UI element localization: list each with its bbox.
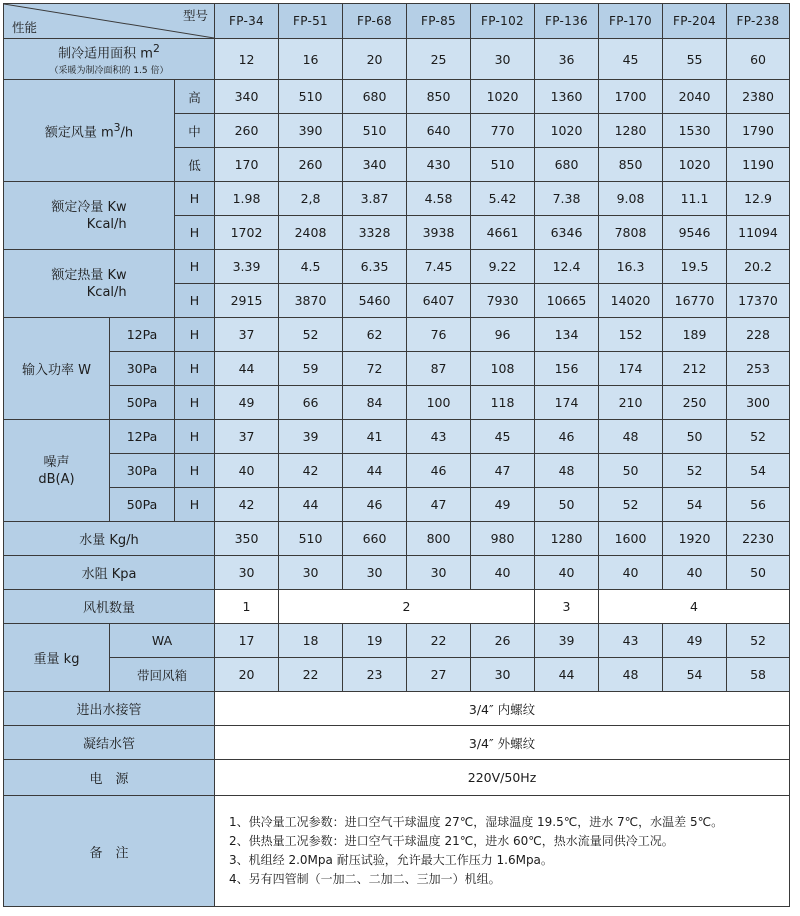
table-cell: 510	[279, 80, 343, 114]
airflow-label: 额定风量 $m^3/h$	[4, 80, 175, 182]
cooling-label: 额定冷量 Kw Kcal/h	[4, 182, 175, 250]
table-cell: 5460	[343, 284, 407, 318]
table-cell: 20	[343, 39, 407, 80]
table-cell: 72	[343, 352, 407, 386]
table-cell: 46	[535, 420, 599, 454]
table-cell: 152	[599, 318, 663, 352]
speed-label: H	[175, 454, 215, 488]
table-cell: 12.4	[535, 250, 599, 284]
table-cell: 1	[215, 590, 279, 624]
table-cell: 1530	[663, 114, 727, 148]
table-cell: 6346	[535, 216, 599, 250]
weight-label: 重量 kg	[4, 624, 110, 692]
table-cell: 4	[599, 590, 790, 624]
table-cell: 50	[663, 420, 727, 454]
table-cell: 2408	[279, 216, 343, 250]
table-cell: 980	[471, 522, 535, 556]
table-cell: 1700	[599, 80, 663, 114]
speed-label: H	[175, 318, 215, 352]
table-cell: 30	[215, 556, 279, 590]
table-cell: 430	[407, 148, 471, 182]
table-cell: 22	[279, 658, 343, 692]
table-cell: 36	[535, 39, 599, 80]
table-cell: 108	[471, 352, 535, 386]
table-cell: 16770	[663, 284, 727, 318]
speed-label: H	[175, 216, 215, 250]
noise-row	[4, 420, 790, 454]
table-cell: 1.98	[215, 182, 279, 216]
spec-table	[3, 3, 790, 907]
power-supply-value: 220V/50Hz	[215, 760, 790, 796]
table-cell: 39	[535, 624, 599, 658]
table-cell: 30	[279, 556, 343, 590]
model-col-header: FP-34	[215, 4, 279, 39]
table-cell: 7.45	[407, 250, 471, 284]
table-cell: 1280	[599, 114, 663, 148]
table-cell: 49	[471, 488, 535, 522]
remarks-row	[4, 796, 790, 907]
table-cell: 1280	[535, 522, 599, 556]
table-cell: 62	[343, 318, 407, 352]
table-cell: 54	[663, 488, 727, 522]
table-cell: 5.42	[471, 182, 535, 216]
table-cell: 3.39	[215, 250, 279, 284]
model-col-header: FP-68	[343, 4, 407, 39]
table-cell: 44	[535, 658, 599, 692]
table-cell: 48	[599, 658, 663, 692]
table-cell: 48	[535, 454, 599, 488]
table-cell: 660	[343, 522, 407, 556]
water-flow-label: 水量 Kg/h	[4, 522, 215, 556]
remark-line: 1、供冷量工况参数：进口空气干球温度 27℃，湿球温度 19.5℃，进水 7℃，水温差 5℃。	[229, 815, 724, 829]
table-cell: 12.9	[727, 182, 790, 216]
table-cell: 25	[407, 39, 471, 80]
table-cell: 4.58	[407, 182, 471, 216]
table-cell: 76	[407, 318, 471, 352]
table-cell: 37	[215, 318, 279, 352]
table-cell: 4.5	[279, 250, 343, 284]
model-header-label: 型号	[183, 8, 209, 23]
table-cell: 260	[215, 114, 279, 148]
table-cell: 44	[215, 352, 279, 386]
table-cell: 1920	[663, 522, 727, 556]
table-cell: 55	[663, 39, 727, 80]
inlet-pipe-row	[4, 692, 790, 726]
table-cell: 260	[279, 148, 343, 182]
table-cell: 66	[279, 386, 343, 420]
table-cell: 18	[279, 624, 343, 658]
table-cell: 50	[599, 454, 663, 488]
pressure-label: 12Pa	[110, 420, 175, 454]
inlet-pipe-label: 进出水接管	[4, 692, 215, 726]
table-cell: 84	[343, 386, 407, 420]
speed-label: 低	[175, 148, 215, 182]
table-cell: 189	[663, 318, 727, 352]
table-cell: 1020	[535, 114, 599, 148]
table-cell: 3.87	[343, 182, 407, 216]
table-cell: 40	[663, 556, 727, 590]
inlet-pipe-value: 3/4″ 内螺纹	[215, 692, 790, 726]
speed-label: 高	[175, 80, 215, 114]
speed-label: H	[175, 386, 215, 420]
table-cell: 45	[471, 420, 535, 454]
table-cell: 27	[407, 658, 471, 692]
speed-label: H	[175, 488, 215, 522]
header-corner-cell	[4, 4, 215, 39]
table-cell: 52	[279, 318, 343, 352]
table-cell: 22	[407, 624, 471, 658]
table-cell: 9546	[663, 216, 727, 250]
table-cell: 253	[727, 352, 790, 386]
pressure-label: 30Pa	[110, 352, 175, 386]
table-cell: 210	[599, 386, 663, 420]
table-cell: 3	[535, 590, 599, 624]
table-cell: 39	[279, 420, 343, 454]
model-col-header: FP-238	[727, 4, 790, 39]
table-cell: 170	[215, 148, 279, 182]
table-cell: 3938	[407, 216, 471, 250]
model-col-header: FP-204	[663, 4, 727, 39]
weight-type-label: 带回风箱	[110, 658, 215, 692]
table-cell: 87	[407, 352, 471, 386]
table-cell: 156	[535, 352, 599, 386]
area-note: （采暖为制冷面积的 1.5 倍）	[49, 66, 169, 77]
table-cell: 212	[663, 352, 727, 386]
table-cell: 16.3	[599, 250, 663, 284]
table-cell: 46	[407, 454, 471, 488]
table-cell: 680	[343, 80, 407, 114]
pressure-label: 50Pa	[110, 386, 175, 420]
drain-pipe-label: 凝结水管	[4, 726, 215, 760]
speed-label: 中	[175, 114, 215, 148]
table-cell: 680	[535, 148, 599, 182]
remark-line: 3、机组经 2.0Mpa 耐压试验，允许最大工作压力 1.6Mpa。	[229, 853, 553, 867]
table-cell: 800	[407, 522, 471, 556]
table-cell: 40	[599, 556, 663, 590]
airflow-row	[4, 80, 790, 114]
table-cell: 26	[471, 624, 535, 658]
table-cell: 52	[599, 488, 663, 522]
table-cell: 1790	[727, 114, 790, 148]
weight-row	[4, 624, 790, 658]
noise-row	[4, 454, 790, 488]
speed-label: H	[175, 182, 215, 216]
table-cell: 56	[727, 488, 790, 522]
pressure-label: 30Pa	[110, 454, 175, 488]
power-supply-label: 电 源	[4, 760, 215, 796]
area-row	[4, 39, 790, 80]
table-cell: 510	[343, 114, 407, 148]
table-cell: 52	[727, 624, 790, 658]
fan-count-label: 风机数量	[4, 590, 215, 624]
remark-line: 4、另有四管制（一加二、二加二、三加一）机组。	[229, 872, 501, 886]
table-cell: 44	[343, 454, 407, 488]
table-cell: 41	[343, 420, 407, 454]
table-cell: 48	[599, 420, 663, 454]
table-cell: 7808	[599, 216, 663, 250]
table-cell: 42	[215, 488, 279, 522]
power-label: 输入功率 W	[4, 318, 110, 420]
table-cell: 850	[407, 80, 471, 114]
table-cell: 6.35	[343, 250, 407, 284]
table-cell: 640	[407, 114, 471, 148]
table-cell: 340	[215, 80, 279, 114]
table-cell: 12	[215, 39, 279, 80]
model-col-header: FP-102	[471, 4, 535, 39]
drain-pipe-row	[4, 726, 790, 760]
pressure-label: 50Pa	[110, 488, 175, 522]
table-cell: 770	[471, 114, 535, 148]
weight-row	[4, 658, 790, 692]
table-cell: 47	[407, 488, 471, 522]
table-cell: 850	[599, 148, 663, 182]
power-row	[4, 386, 790, 420]
table-cell: 3870	[279, 284, 343, 318]
table-cell: 40	[471, 556, 535, 590]
table-cell: 2040	[663, 80, 727, 114]
table-cell: 50	[727, 556, 790, 590]
table-cell: 2380	[727, 80, 790, 114]
table-cell: 11.1	[663, 182, 727, 216]
table-cell: 46	[343, 488, 407, 522]
table-cell: 510	[279, 522, 343, 556]
table-cell: 2230	[727, 522, 790, 556]
table-cell: 42	[279, 454, 343, 488]
table-cell: 134	[535, 318, 599, 352]
table-cell: 16	[279, 39, 343, 80]
table-cell: 45	[599, 39, 663, 80]
table-cell: 19	[343, 624, 407, 658]
table-cell: 17370	[727, 284, 790, 318]
table-cell: 174	[599, 352, 663, 386]
table-cell: 54	[727, 454, 790, 488]
remarks-notes	[215, 796, 790, 907]
table-cell: 250	[663, 386, 727, 420]
table-cell: 118	[471, 386, 535, 420]
table-cell: 20	[215, 658, 279, 692]
table-cell: 43	[599, 624, 663, 658]
model-col-header: FP-170	[599, 4, 663, 39]
speed-label: H	[175, 284, 215, 318]
table-cell: 40	[215, 454, 279, 488]
table-cell: 30	[471, 39, 535, 80]
table-cell: 228	[727, 318, 790, 352]
table-cell: 40	[535, 556, 599, 590]
table-cell: 4661	[471, 216, 535, 250]
table-cell: 47	[471, 454, 535, 488]
speed-label: H	[175, 352, 215, 386]
table-cell: 2915	[215, 284, 279, 318]
table-cell: 54	[663, 658, 727, 692]
table-cell: 59	[279, 352, 343, 386]
drain-pipe-value: 3/4″ 外螺纹	[215, 726, 790, 760]
table-cell: 30	[343, 556, 407, 590]
table-cell: 60	[727, 39, 790, 80]
water-resistance-label: 水阻 Kpa	[4, 556, 215, 590]
pressure-label: 12Pa	[110, 318, 175, 352]
speed-label: H	[175, 250, 215, 284]
table-cell: 9.08	[599, 182, 663, 216]
table-cell: 30	[471, 658, 535, 692]
water-flow-row	[4, 522, 790, 556]
table-cell: 50	[535, 488, 599, 522]
table-cell: 510	[471, 148, 535, 182]
table-cell: 9.22	[471, 250, 535, 284]
table-cell: 10665	[535, 284, 599, 318]
table-cell: 23	[343, 658, 407, 692]
power-row	[4, 318, 790, 352]
heating-label: 额定热量 Kw Kcal/h	[4, 250, 175, 318]
table-cell: 2	[279, 590, 535, 624]
table-cell: 49	[215, 386, 279, 420]
table-cell: 300	[727, 386, 790, 420]
table-cell: 100	[407, 386, 471, 420]
table-cell: 1190	[727, 148, 790, 182]
cooling-row	[4, 182, 790, 216]
power-row	[4, 352, 790, 386]
table-cell: 52	[663, 454, 727, 488]
table-cell: 390	[279, 114, 343, 148]
noise-row	[4, 488, 790, 522]
area-label: 制冷适用面积 $m^2$ （采暖为制冷面积的 1.5 倍）	[4, 39, 215, 80]
table-cell: 174	[535, 386, 599, 420]
model-col-header: FP-85	[407, 4, 471, 39]
table-cell: 96	[471, 318, 535, 352]
table-cell: 44	[279, 488, 343, 522]
model-col-header: FP-51	[279, 4, 343, 39]
table-cell: 17	[215, 624, 279, 658]
table-cell: 11094	[727, 216, 790, 250]
table-cell: 7930	[471, 284, 535, 318]
table-cell: 14020	[599, 284, 663, 318]
noise-label: 噪声 dB(A)	[4, 420, 110, 522]
header-row	[4, 4, 790, 39]
table-cell: 1360	[535, 80, 599, 114]
water-resistance-row	[4, 556, 790, 590]
table-cell: 1020	[663, 148, 727, 182]
property-header-label: 性能	[12, 20, 38, 35]
model-col-header: FP-136	[535, 4, 599, 39]
table-cell: 43	[407, 420, 471, 454]
table-cell: 30	[407, 556, 471, 590]
table-cell: 340	[343, 148, 407, 182]
table-cell: 2,8	[279, 182, 343, 216]
speed-label: H	[175, 420, 215, 454]
table-cell: 7.38	[535, 182, 599, 216]
table-cell: 52	[727, 420, 790, 454]
table-cell: 1600	[599, 522, 663, 556]
table-cell: 49	[663, 624, 727, 658]
remarks-label: 备 注	[4, 796, 215, 907]
table-cell: 6407	[407, 284, 471, 318]
power-supply-row	[4, 760, 790, 796]
heating-row	[4, 250, 790, 284]
table-cell: 1702	[215, 216, 279, 250]
table-cell: 3328	[343, 216, 407, 250]
table-cell: 58	[727, 658, 790, 692]
weight-type-label: WA	[110, 624, 215, 658]
table-cell: 1020	[471, 80, 535, 114]
table-cell: 20.2	[727, 250, 790, 284]
table-cell: 37	[215, 420, 279, 454]
table-cell: 350	[215, 522, 279, 556]
remark-line: 2、供热量工况参数：进口空气干球温度 21℃，进水 60℃，热水流量同供冷工况。	[229, 834, 674, 848]
fan-count-row	[4, 590, 790, 624]
table-cell: 19.5	[663, 250, 727, 284]
